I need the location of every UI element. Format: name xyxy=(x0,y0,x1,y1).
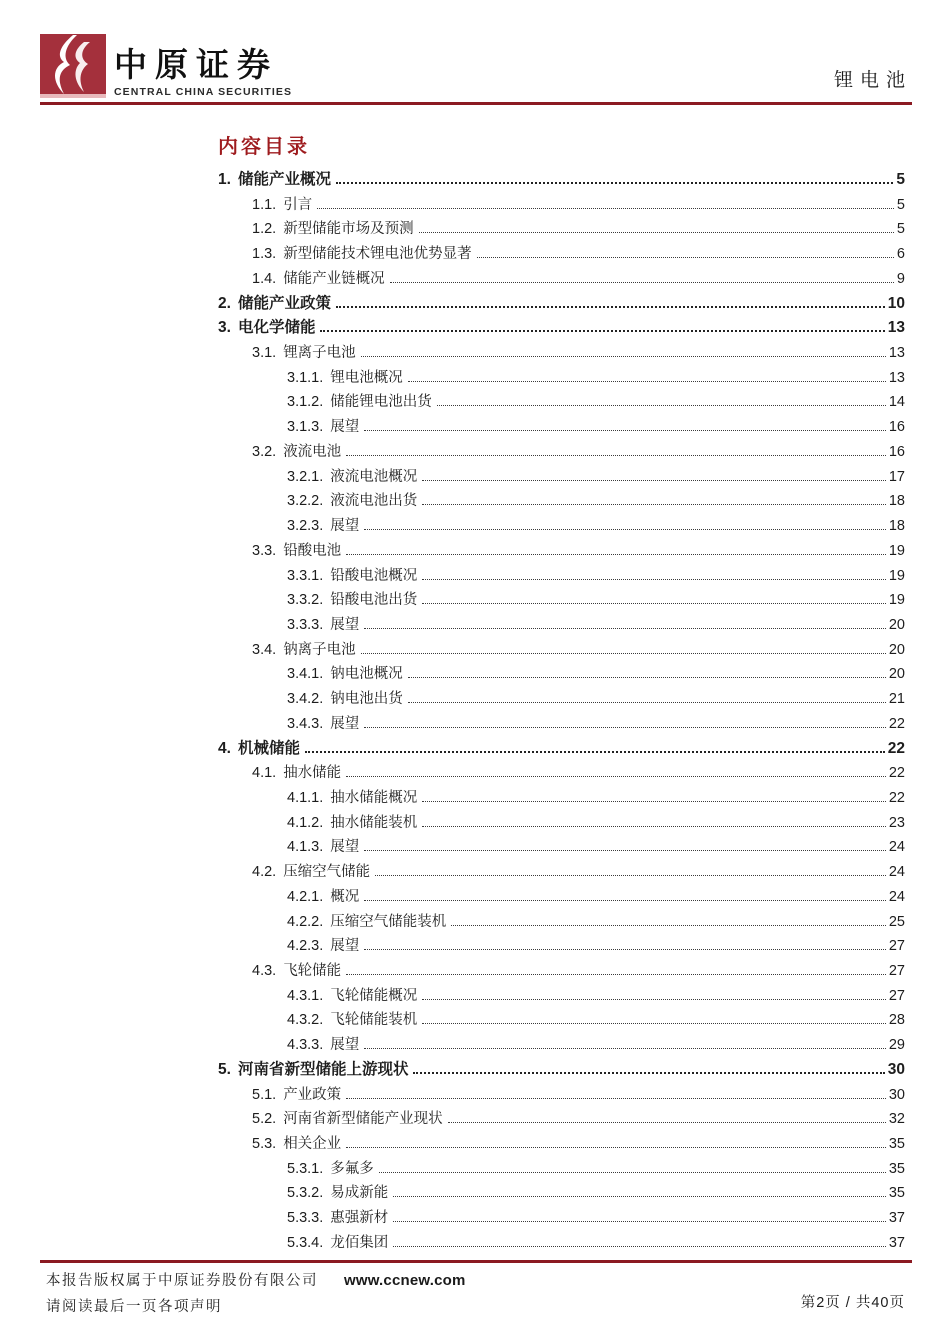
toc-entry-page: 19 xyxy=(888,542,905,559)
toc-entry-number: 5.3.4. xyxy=(287,1234,324,1251)
report-category: 锂电池 xyxy=(833,70,912,91)
dotted-leader xyxy=(477,257,894,258)
toc-entry[interactable] xyxy=(218,835,905,860)
brand-block xyxy=(40,34,292,98)
toc-entry[interactable] xyxy=(218,638,905,663)
dotted-leader xyxy=(320,330,884,332)
toc-entry-number: 4. xyxy=(218,739,231,757)
toc-entry[interactable] xyxy=(218,1132,905,1157)
toc-entry-number: 5.3. xyxy=(252,1136,277,1153)
toc-entry-number: 1.4. xyxy=(252,270,277,287)
toc-entry-label: 机械储能 xyxy=(237,739,300,757)
toc-entry[interactable] xyxy=(218,1083,905,1108)
toc-entry[interactable] xyxy=(218,366,905,391)
toc-entry-number: 3.4. xyxy=(252,641,277,658)
toc-entry-number: 3.1.1. xyxy=(287,369,324,386)
toc-entry[interactable] xyxy=(218,613,905,638)
toc-entry-number: 3. xyxy=(218,319,231,337)
toc-entry-label: 压缩空气储能 xyxy=(283,864,371,881)
dotted-leader xyxy=(364,850,886,851)
toc-entry[interactable] xyxy=(218,687,905,712)
toc-title: 内容目录 xyxy=(218,136,310,158)
toc-entry[interactable] xyxy=(218,712,905,737)
toc-entry-number: 5.3.3. xyxy=(287,1210,324,1227)
toc-entry-label: 河南省新型储能上游现状 xyxy=(237,1060,409,1078)
toc-entry-page: 16 xyxy=(888,419,905,436)
toc-entry-page: 18 xyxy=(888,493,905,510)
toc-entry[interactable] xyxy=(218,1231,905,1256)
dotted-leader xyxy=(390,282,894,283)
toc-entry-label: 展望 xyxy=(330,616,360,633)
toc-entry[interactable] xyxy=(218,489,905,514)
dotted-leader xyxy=(364,727,886,728)
toc-entry-label: 储能产业链概况 xyxy=(283,270,385,287)
toc-entry[interactable] xyxy=(218,217,905,242)
table-of-contents xyxy=(218,130,905,1256)
dotted-leader xyxy=(422,801,886,802)
toc-entry-page: 17 xyxy=(888,468,905,485)
brand-name-cn: 中原证券 xyxy=(114,47,278,84)
toc-entry-label: 龙佰集团 xyxy=(330,1234,389,1251)
toc-entry-number: 4.2.1. xyxy=(287,888,324,905)
toc-entry-page: 13 xyxy=(888,369,905,386)
toc-entry-label: 液流电池出货 xyxy=(330,493,418,510)
toc-entry-page: 22 xyxy=(888,765,905,782)
toc-entry-number: 1.3. xyxy=(252,246,277,263)
dotted-leader xyxy=(448,1122,886,1123)
toc-entry-number: 3.1.3. xyxy=(287,419,324,436)
dotted-leader xyxy=(393,1221,886,1222)
toc-entry-label: 抽水储能概况 xyxy=(330,789,418,806)
toc-entry-number: 4.3. xyxy=(252,963,277,979)
toc-entry[interactable] xyxy=(218,984,905,1009)
toc-entry-number: 4.2.2. xyxy=(287,913,324,930)
toc-entry-page: 27 xyxy=(888,987,905,1004)
toc-entry-number: 3.2. xyxy=(252,443,277,460)
toc-entry-label: 河南省新型储能产业现状 xyxy=(283,1111,443,1128)
dotted-leader xyxy=(422,826,886,827)
dotted-leader xyxy=(346,554,886,555)
dotted-leader xyxy=(364,949,886,950)
toc-entry-page: 19 xyxy=(888,567,905,584)
toc-entry[interactable] xyxy=(218,292,905,317)
toc-entry-label: 锂离子电池 xyxy=(283,345,356,362)
toc-entry[interactable] xyxy=(218,440,905,465)
toc-entry-label: 锂电池概况 xyxy=(330,369,403,386)
dotted-leader xyxy=(408,381,886,382)
footer-left xyxy=(46,1268,466,1320)
dotted-leader xyxy=(361,356,886,357)
toc-entry-label: 多氟多 xyxy=(330,1160,374,1177)
toc-entry[interactable] xyxy=(218,539,905,564)
toc-entry-label: 铅酸电池出货 xyxy=(330,592,418,609)
toc-entry-label: 展望 xyxy=(330,839,360,856)
toc-entry-number: 3.2.1. xyxy=(287,468,324,485)
toc-list xyxy=(218,168,905,1256)
toc-entry-label: 产业政策 xyxy=(283,1086,342,1103)
footer-divider xyxy=(40,1260,912,1263)
dotted-leader xyxy=(364,1048,886,1049)
dotted-leader xyxy=(336,306,885,308)
toc-entry-page: 35 xyxy=(888,1160,905,1177)
toc-entry-number: 3.3. xyxy=(252,542,277,559)
disclaimer-text: 请阅读最后一页各项声明 xyxy=(46,1299,222,1315)
toc-entry[interactable] xyxy=(218,786,905,811)
toc-entry[interactable] xyxy=(218,761,905,786)
toc-entry[interactable] xyxy=(218,242,905,267)
toc-entry-number: 4.3.3. xyxy=(287,1037,324,1054)
toc-entry-label: 压缩空气储能装机 xyxy=(330,913,447,930)
toc-entry-number: 3.4.2. xyxy=(287,691,324,708)
toc-entry-label: 飞轮储能概况 xyxy=(330,987,418,1004)
toc-entry-label: 相关企业 xyxy=(283,1136,342,1153)
toc-entry-number: 3.3.3. xyxy=(287,616,324,633)
dotted-leader xyxy=(408,677,886,678)
toc-entry-page: 22 xyxy=(888,789,905,806)
dotted-leader xyxy=(305,751,885,753)
toc-entry-label: 储能锂电池出货 xyxy=(330,394,432,411)
toc-entry[interactable] xyxy=(218,1157,905,1182)
toc-entry-number: 4.2. xyxy=(252,864,277,881)
toc-entry-label: 展望 xyxy=(330,419,360,436)
toc-entry-page: 21 xyxy=(888,691,905,708)
toc-entry[interactable] xyxy=(218,341,905,366)
toc-entry[interactable] xyxy=(218,1033,905,1058)
toc-entry-page: 32 xyxy=(888,1111,905,1128)
toc-entry-number: 4.1. xyxy=(252,765,277,782)
toc-entry-number: 1.2. xyxy=(252,221,277,238)
toc-entry-page: 23 xyxy=(888,814,905,831)
toc-entry-label: 惠强新材 xyxy=(330,1210,389,1227)
toc-entry-number: 5.3.2. xyxy=(287,1185,324,1202)
toc-entry-label: 抽水储能装机 xyxy=(330,814,418,831)
toc-entry-page: 10 xyxy=(887,294,905,312)
dotted-leader xyxy=(346,1098,886,1099)
toc-entry[interactable] xyxy=(218,390,905,415)
dotted-leader xyxy=(422,480,886,481)
toc-entry-page: 20 xyxy=(888,641,905,658)
toc-entry[interactable] xyxy=(218,415,905,440)
toc-entry-label: 液流电池概况 xyxy=(330,468,418,485)
toc-entry-page: 29 xyxy=(888,1037,905,1054)
toc-entry[interactable] xyxy=(218,1206,905,1231)
toc-entry-label: 概况 xyxy=(330,888,360,905)
dotted-leader xyxy=(379,1172,886,1173)
dotted-leader xyxy=(422,603,886,604)
toc-entry[interactable] xyxy=(218,316,905,341)
toc-entry-page: 24 xyxy=(888,864,905,881)
toc-entry-label: 展望 xyxy=(330,938,360,955)
brand-name-en: CENTRAL CHINA SECURITIES xyxy=(114,86,293,98)
toc-entry-page: 6 xyxy=(896,246,905,263)
toc-entry-number: 5.3.1. xyxy=(287,1160,324,1177)
toc-entry[interactable] xyxy=(218,737,905,762)
toc-entry-label: 钠离子电池 xyxy=(283,641,356,658)
toc-entry-page: 27 xyxy=(888,963,905,979)
toc-entry-label: 易成新能 xyxy=(330,1185,389,1202)
toc-entry-label: 展望 xyxy=(330,518,360,535)
dotted-leader xyxy=(408,702,886,703)
dotted-leader xyxy=(413,1072,884,1074)
toc-entry-number: 3.3.2. xyxy=(287,592,324,609)
toc-entry-page: 13 xyxy=(887,319,905,337)
toc-entry-number: 4.3.2. xyxy=(287,1012,324,1029)
toc-entry-page: 22 xyxy=(888,715,905,732)
toc-entry-page: 14 xyxy=(888,394,905,411)
page-footer xyxy=(46,1268,905,1320)
toc-entry-label: 铅酸电池 xyxy=(283,542,342,559)
toc-entry-page: 13 xyxy=(888,345,905,362)
toc-entry-number: 1.1. xyxy=(252,196,277,213)
toc-entry[interactable] xyxy=(218,564,905,589)
toc-entry-number: 3.2.3. xyxy=(287,518,324,535)
toc-entry[interactable] xyxy=(218,959,905,984)
toc-entry[interactable] xyxy=(218,934,905,959)
dotted-leader xyxy=(393,1196,886,1197)
toc-entry-label: 引言 xyxy=(283,196,313,213)
dotted-leader xyxy=(364,529,886,530)
dotted-leader xyxy=(346,776,886,777)
dotted-leader xyxy=(451,925,886,926)
dotted-leader xyxy=(346,974,886,975)
toc-entry-page: 20 xyxy=(888,616,905,633)
dotted-leader xyxy=(336,182,893,184)
dotted-leader xyxy=(346,1147,886,1148)
toc-entry-page: 16 xyxy=(888,443,905,460)
company-logo-icon xyxy=(40,34,106,98)
toc-entry[interactable] xyxy=(218,1008,905,1033)
toc-entry[interactable] xyxy=(218,168,905,193)
toc-entry-page: 20 xyxy=(888,666,905,683)
dotted-leader xyxy=(346,455,886,456)
toc-entry-label: 抽水储能 xyxy=(283,765,342,782)
toc-entry-page: 35 xyxy=(888,1136,905,1153)
toc-entry[interactable] xyxy=(218,860,905,885)
toc-entry-page: 28 xyxy=(888,1012,905,1029)
toc-entry[interactable] xyxy=(218,1058,905,1083)
toc-entry-label: 展望 xyxy=(330,715,360,732)
page-header xyxy=(40,34,912,98)
dotted-leader xyxy=(422,504,886,505)
toc-entry-number: 4.2.3. xyxy=(287,938,324,955)
toc-entry-label: 钠电池出货 xyxy=(330,691,403,708)
toc-entry-number: 4.3.1. xyxy=(287,987,324,1004)
toc-entry-page: 35 xyxy=(888,1185,905,1202)
toc-entry-page: 5 xyxy=(896,221,905,238)
dotted-leader xyxy=(393,1246,886,1247)
toc-entry-page: 25 xyxy=(888,913,905,930)
toc-entry-number: 3.2.2. xyxy=(287,493,324,510)
toc-entry-label: 新型储能技术锂电池优势显著 xyxy=(283,246,472,263)
toc-entry[interactable] xyxy=(218,662,905,687)
toc-entry-page: 37 xyxy=(888,1210,905,1227)
copyright-text: 本报告版权属于中原证券股份有限公司 xyxy=(46,1273,318,1289)
toc-entry[interactable] xyxy=(218,588,905,613)
toc-entry-page: 22 xyxy=(887,739,905,757)
toc-entry-number: 1. xyxy=(218,171,231,188)
toc-entry[interactable] xyxy=(218,1107,905,1132)
dotted-leader xyxy=(422,1023,886,1024)
toc-entry-label: 钠电池概况 xyxy=(330,666,403,683)
toc-entry[interactable] xyxy=(218,514,905,539)
toc-entry-page: 18 xyxy=(888,518,905,535)
toc-entry-number: 5.1. xyxy=(252,1086,277,1103)
toc-entry-number: 4.1.1. xyxy=(287,789,324,806)
toc-entry-page: 5 xyxy=(896,196,905,213)
toc-entry[interactable] xyxy=(218,465,905,490)
toc-entry-number: 5. xyxy=(218,1060,231,1078)
toc-entry-number: 3.3.1. xyxy=(287,567,324,584)
toc-entry[interactable] xyxy=(218,193,905,218)
toc-entry-label: 展望 xyxy=(330,1037,360,1054)
dotted-leader xyxy=(317,208,894,209)
toc-entry-page: 19 xyxy=(888,592,905,609)
website-link[interactable]: www.ccnew.com xyxy=(344,1272,466,1289)
toc-entry-label: 飞轮储能 xyxy=(283,963,342,979)
header-divider xyxy=(40,102,912,105)
dotted-leader xyxy=(364,900,886,901)
dotted-leader xyxy=(375,875,886,876)
toc-entry-page: 24 xyxy=(888,839,905,856)
toc-entry-page: 27 xyxy=(888,938,905,955)
toc-entry-number: 4.1.3. xyxy=(287,839,324,856)
toc-entry-number: 2. xyxy=(218,294,231,312)
footer-line1 xyxy=(46,1268,466,1294)
toc-entry-label: 储能产业政策 xyxy=(237,294,331,312)
toc-entry[interactable] xyxy=(218,267,905,292)
toc-entry-page: 9 xyxy=(896,270,905,287)
toc-entry-number: 3.4.3. xyxy=(287,715,324,732)
toc-entry[interactable] xyxy=(218,910,905,935)
toc-entry-page: 30 xyxy=(887,1060,905,1078)
toc-entry-number: 3.1. xyxy=(252,345,277,362)
toc-entry-label: 液流电池 xyxy=(283,443,342,460)
toc-entry-label: 储能产业概况 xyxy=(237,171,331,188)
toc-entry[interactable] xyxy=(218,885,905,910)
toc-entry-number: 3.1.2. xyxy=(287,394,324,411)
brand-text xyxy=(114,34,292,98)
dotted-leader xyxy=(419,232,894,233)
dotted-leader xyxy=(364,430,886,431)
dotted-leader xyxy=(422,579,886,580)
toc-entry-number: 4.1.2. xyxy=(287,814,324,831)
toc-entry-label: 新型储能市场及预测 xyxy=(283,221,414,238)
toc-entry-page: 30 xyxy=(888,1086,905,1103)
toc-entry[interactable] xyxy=(218,811,905,836)
dotted-leader xyxy=(361,653,886,654)
toc-entry-label: 电化学储能 xyxy=(237,319,316,337)
toc-entry-label: 飞轮储能装机 xyxy=(330,1012,418,1029)
dotted-leader xyxy=(422,999,886,1000)
page-indicator: 第2页 / 共40页 xyxy=(800,1294,905,1311)
toc-entry-page: 5 xyxy=(896,171,905,188)
toc-entry-page: 24 xyxy=(888,888,905,905)
dotted-leader xyxy=(437,405,886,406)
dotted-leader xyxy=(364,628,886,629)
toc-entry-number: 5.2. xyxy=(252,1111,277,1128)
toc-entry-number: 3.4.1. xyxy=(287,666,324,683)
toc-entry[interactable] xyxy=(218,1181,905,1206)
toc-entry-page: 37 xyxy=(888,1234,905,1251)
toc-entry-label: 铅酸电池概况 xyxy=(330,567,418,584)
